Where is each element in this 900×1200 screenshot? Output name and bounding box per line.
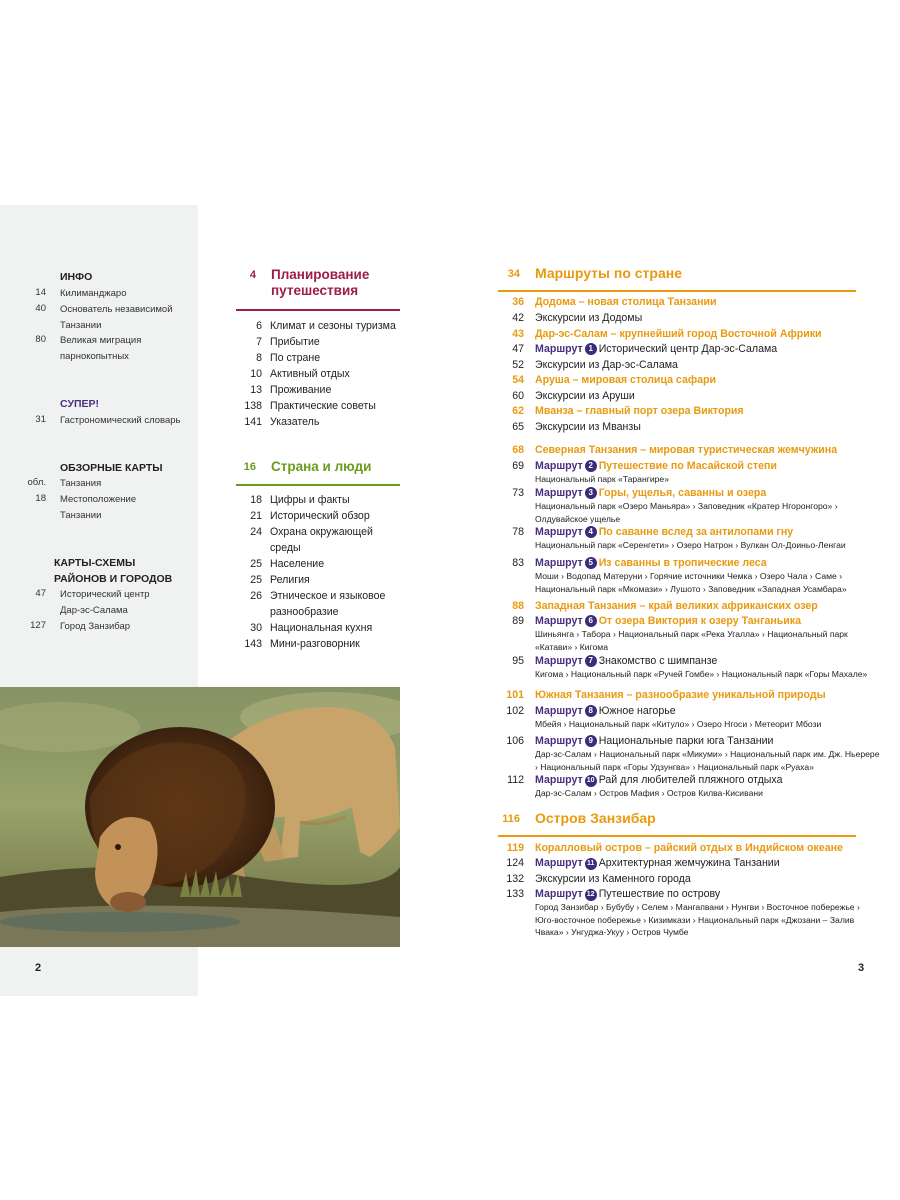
entry-text: парнокопытных <box>60 350 129 362</box>
route-detail <box>535 500 838 525</box>
route-title: Южное нагорье <box>598 705 676 717</box>
route-number-badge: 4 <box>585 526 597 538</box>
toc-entry[interactable] <box>60 619 130 635</box>
detail-line: Кигома › Национальный парк «Ручей Гомбе» › Национальный парк «Горы Махале» <box>535 669 868 679</box>
route-entry[interactable] <box>535 734 773 749</box>
lion-drinking-photo <box>0 687 400 947</box>
detail-line: Дар-эс-Салам › Национальный парк «Микуми» › Национальный парк им. Дж. Ньерере <box>535 749 880 759</box>
toc-page: 119 <box>506 842 524 854</box>
route-number-badge: 10 <box>585 775 597 787</box>
maps-heading: ОБЗОРНЫЕ КАРТЫ <box>60 462 163 474</box>
toc-page: 8 <box>256 352 262 364</box>
info-heading: ИНФО <box>60 271 93 283</box>
route-title: Исторический центр Дар-эс-Салама <box>598 343 778 355</box>
detail-line: Шиньянга › Табора › Национальный парк «Река Угалла» › Национальный парк <box>535 629 848 639</box>
route-detail <box>535 570 847 595</box>
toc-entry[interactable]: Аруша – мировая столица сафари <box>535 374 716 386</box>
toc-entry[interactable] <box>60 587 150 618</box>
toc-page: 36 <box>512 296 524 308</box>
section-divider <box>236 484 400 486</box>
toc-entry[interactable]: Активный отдых <box>270 368 350 380</box>
route-entry[interactable] <box>535 525 793 540</box>
route-label: Маршрут <box>535 343 583 355</box>
route-title: Архитектурная жемчужина Танзании <box>598 857 780 869</box>
detail-line: Национальный парк «Тарангире» <box>535 474 669 484</box>
toc-entry[interactable] <box>270 588 385 620</box>
detail-line: Национальный парк «Озеро Маньяра» › Заповедник «Кратер Нгоронгоро» › <box>535 501 838 511</box>
section-page-number: 16 <box>243 461 256 473</box>
title-line: Планирование <box>271 267 370 282</box>
toc-entry[interactable] <box>60 302 173 333</box>
detail-line: Юго-восточное побережье › Кизимкази › Национальный парк «Джозани – Залив <box>535 914 855 925</box>
toc-page: 112 <box>507 774 524 786</box>
detail-line: Город Занзибар › Бубубу › Селем › Мангапвани › Нунгви › Восточное побережье › <box>535 902 860 912</box>
route-number-badge: 11 <box>585 858 597 870</box>
toc-page: 31 <box>35 414 46 425</box>
toc-page: 106 <box>506 735 524 747</box>
toc-page: 124 <box>506 857 524 869</box>
entry-text: Местоположение <box>60 494 137 505</box>
toc-entry[interactable]: По стране <box>270 352 321 364</box>
toc-entry[interactable]: Экскурсии из Аруши <box>535 390 635 402</box>
toc-page: 13 <box>250 384 262 396</box>
toc-page: 54 <box>512 374 524 386</box>
detail-line: Чвака» › Унгуджа-Укуу › Остров Чумбе <box>535 927 689 937</box>
toc-entry[interactable]: Экскурсии из Каменного города <box>535 873 691 885</box>
entry-text: Танзании <box>60 319 102 331</box>
route-entry[interactable] <box>535 856 780 871</box>
heading-line: КАРТЫ-СХЕМЫ <box>54 557 136 569</box>
toc-entry[interactable]: Климат и сезоны туризма <box>270 320 396 332</box>
route-label: Маршрут <box>535 460 583 472</box>
route-entry[interactable] <box>535 704 676 719</box>
toc-page: 47 <box>35 588 46 599</box>
toc-page: 6 <box>256 320 262 332</box>
entry-text: Килиманджаро <box>60 288 127 299</box>
toc-entry[interactable] <box>270 636 360 652</box>
entry-text: Охрана окружающей <box>270 526 373 538</box>
toc-page: 30 <box>250 622 262 634</box>
route-number-badge: 9 <box>585 735 597 747</box>
toc-entry[interactable]: Экскурсии из Мванзы <box>535 421 641 433</box>
toc-entry[interactable]: Коралловый остров – райский отдых в Индийском океане <box>535 842 843 854</box>
entry-text: Этническое и языковое <box>270 590 386 602</box>
toc-page: 14 <box>35 287 46 298</box>
toc-entry[interactable] <box>60 413 180 429</box>
route-title: Знакомство с шимпанзе <box>598 655 718 667</box>
toc-entry[interactable]: Дар-эс-Салам – крупнейший город Восточной Африки <box>535 328 822 340</box>
route-entry[interactable] <box>535 614 801 629</box>
route-detail <box>535 628 848 653</box>
entry-text: Основатель независимой <box>60 304 173 315</box>
title-line: путешествия <box>271 283 359 298</box>
route-label: Маршрут <box>535 655 583 667</box>
detail-line: Олдувайское ущелье <box>535 513 621 524</box>
toc-page: 73 <box>512 487 524 499</box>
route-number-badge: 2 <box>585 460 597 472</box>
section-title-country[interactable]: Страна и люди <box>271 459 372 474</box>
toc-entry[interactable] <box>270 572 310 588</box>
toc-entry[interactable] <box>60 333 141 364</box>
toc-page: 25 <box>250 574 262 586</box>
section-title-routes[interactable]: Маршруты по стране <box>535 265 682 281</box>
entry-text: Великая миграция <box>60 335 142 346</box>
route-label: Маршрут <box>535 526 583 538</box>
route-title: Путешествие по острову <box>598 888 721 900</box>
toc-entry[interactable] <box>270 524 373 556</box>
toc-entry[interactable] <box>60 286 127 302</box>
toc-page: обл. <box>27 477 46 488</box>
toc-page: 24 <box>250 526 262 538</box>
route-entry[interactable] <box>535 342 777 357</box>
toc-entry[interactable]: Практические советы <box>270 400 376 412</box>
toc-page: 7 <box>256 336 262 348</box>
heading-line: РАЙОНОВ И ГОРОДОВ <box>54 572 173 585</box>
section-title-planning[interactable] <box>271 267 369 299</box>
entry-text: Исторический обзор <box>270 510 370 522</box>
route-title: Горы, ущелья, саванны и озера <box>598 487 767 499</box>
route-label: Маршрут <box>535 557 583 569</box>
left-toc <box>0 0 200 700</box>
route-title: По саванне вслед за антилопами гну <box>598 526 794 538</box>
toc-page: 10 <box>250 368 262 380</box>
section-page-number: 4 <box>249 269 256 281</box>
section-divider <box>236 309 400 311</box>
toc-page: 143 <box>244 638 262 650</box>
entry-text: Мини-разговорник <box>270 638 360 650</box>
route-detail <box>535 718 821 731</box>
toc-page: 83 <box>512 557 524 569</box>
toc-entry[interactable]: Южная Танзания – разнообразие уникальной природы <box>535 689 826 701</box>
route-title: Рай для любителей пляжного отдыха <box>598 774 783 786</box>
section-divider <box>498 835 856 837</box>
route-number-badge: 12 <box>585 889 597 901</box>
entry-text: Население <box>270 558 325 570</box>
detail-line: Мбейя › Национальный парк «Китуло» › Озеро Нгоси › Метеорит Мбози <box>535 719 822 729</box>
toc-page: 60 <box>512 390 524 402</box>
detail-line: Национальный парк «Серенгети» › Озеро Натрон › Вулкан Ол-Доиньо-Ленгаи <box>535 540 846 550</box>
route-title: Путешествие по Масайской степи <box>598 460 777 472</box>
toc-page: 18 <box>250 494 262 506</box>
route-detail <box>535 473 669 486</box>
detail-line: Дар-эс-Салам › Остров Мафия › Остров Килва-Кисивани <box>535 788 763 798</box>
toc-entry[interactable]: Проживание <box>270 384 332 396</box>
detail-line: › Национальный парк «Горы Удзунгва» › Национальный парк «Руаха» <box>535 761 814 772</box>
toc-page: 26 <box>250 590 262 602</box>
toc-entry[interactable] <box>270 620 372 636</box>
toc-page: 69 <box>512 460 524 472</box>
entry-text: Дар-эс-Салама <box>60 604 128 616</box>
route-title: Из саванны в тропические леса <box>598 557 767 569</box>
toc-entry[interactable] <box>270 508 370 524</box>
toc-page: 102 <box>506 705 524 717</box>
route-detail <box>535 787 763 800</box>
toc-entry[interactable]: Прибытие <box>270 336 320 348</box>
route-label: Маршрут <box>535 615 583 627</box>
section-divider <box>498 290 856 292</box>
toc-entry[interactable] <box>60 476 101 492</box>
super-heading: СУПЕР! <box>60 398 100 410</box>
route-detail <box>535 539 846 552</box>
toc-page: 18 <box>35 493 46 504</box>
entry-text: Танзания <box>60 478 102 489</box>
entry-text: среды <box>270 542 301 554</box>
detail-line: Моши › Водопад Матеруни › Горячие источники Чемка › Озеро Чала › Саме › <box>535 571 843 581</box>
route-number-badge: 5 <box>585 557 597 569</box>
toc-page: 65 <box>512 421 524 433</box>
toc-page: 42 <box>512 312 524 324</box>
entry-text: Религия <box>270 574 310 586</box>
toc-entry[interactable] <box>60 492 136 523</box>
route-number-badge: 6 <box>585 615 597 627</box>
route-entry[interactable] <box>535 459 777 474</box>
toc-page: 78 <box>512 526 524 538</box>
toc-page: 133 <box>506 888 524 900</box>
entry-text: Национальная кухня <box>270 622 373 634</box>
route-title: Национальные парки юга Танзании <box>598 735 774 747</box>
toc-page: 80 <box>35 334 46 345</box>
route-label: Маршрут <box>535 888 583 900</box>
route-label: Маршрут <box>535 774 583 786</box>
route-entry[interactable] <box>535 486 766 501</box>
route-detail <box>535 901 860 939</box>
toc-page: 62 <box>512 405 524 417</box>
route-label: Маршрут <box>535 857 583 869</box>
route-title: От озера Виктория к озеру Танганьика <box>598 615 801 627</box>
toc-page: 88 <box>512 600 524 612</box>
toc-page: 25 <box>250 558 262 570</box>
route-label: Маршрут <box>535 487 583 499</box>
toc-page: 127 <box>30 620 46 631</box>
toc-entry[interactable]: Экскурсии из Додомы <box>535 312 643 324</box>
toc-entry[interactable]: Экскурсии из Дар-эс-Салама <box>535 359 678 371</box>
route-entry[interactable] <box>535 556 767 571</box>
toc-entry[interactable] <box>270 492 350 508</box>
toc-entry[interactable]: Указатель <box>270 416 320 428</box>
detail-line: «Катави» › Кигома <box>535 641 608 652</box>
route-entry[interactable] <box>535 887 720 902</box>
toc-entry[interactable]: Северная Танзания – мировая туристическая жемчужина <box>535 444 838 456</box>
route-number-badge: 7 <box>585 655 597 667</box>
toc-page: 68 <box>512 444 524 456</box>
route-number-badge: 8 <box>585 705 597 717</box>
toc-page: 40 <box>35 303 46 314</box>
toc-entry[interactable] <box>270 556 324 572</box>
toc-page: 47 <box>512 343 524 355</box>
toc-page: 21 <box>250 510 262 522</box>
entry-text: Исторический центр <box>60 589 150 600</box>
route-number-badge: 3 <box>585 487 597 499</box>
route-entry[interactable] <box>535 654 717 669</box>
entry-text: Цифры и факты <box>270 494 350 506</box>
entry-text: Город Занзибар <box>60 621 131 632</box>
section-page-number: 116 <box>502 813 520 825</box>
detail-line: Национальный парк «Мкомази» › Лушото › Заповедник «Западная Усамбара» <box>535 583 847 594</box>
route-label: Маршрут <box>535 705 583 717</box>
entry-text: Гастрономический словарь <box>60 415 181 426</box>
toc-page: 52 <box>512 359 524 371</box>
route-detail <box>535 668 867 681</box>
toc-page: 95 <box>512 655 524 667</box>
toc-page: 43 <box>512 328 524 340</box>
section-title-zanzibar[interactable]: Остров Занзибар <box>535 810 656 826</box>
toc-entry[interactable]: Западная Танзания – край великих африканских озер <box>535 600 818 612</box>
entry-text: Танзании <box>60 509 102 521</box>
toc-entry[interactable]: Мванза – главный порт озера Виктория <box>535 405 744 417</box>
page-number-right: 3 <box>858 962 865 974</box>
route-label: Маршрут <box>535 735 583 747</box>
toc-page: 138 <box>244 400 262 412</box>
toc-page: 132 <box>506 873 524 885</box>
route-entry[interactable] <box>535 773 783 788</box>
toc-page: 101 <box>506 689 524 701</box>
toc-page: 89 <box>512 615 524 627</box>
route-number-badge: 1 <box>585 343 597 355</box>
toc-entry[interactable]: Додома – новая столица Танзании <box>535 296 717 308</box>
route-detail <box>535 748 880 773</box>
toc-page: 141 <box>244 416 262 428</box>
page-number-left: 2 <box>35 962 42 974</box>
schemes-heading <box>54 556 172 587</box>
section-page-number: 34 <box>507 268 520 280</box>
lion-photo-graphic <box>0 687 400 947</box>
entry-text: разнообразие <box>270 606 339 618</box>
